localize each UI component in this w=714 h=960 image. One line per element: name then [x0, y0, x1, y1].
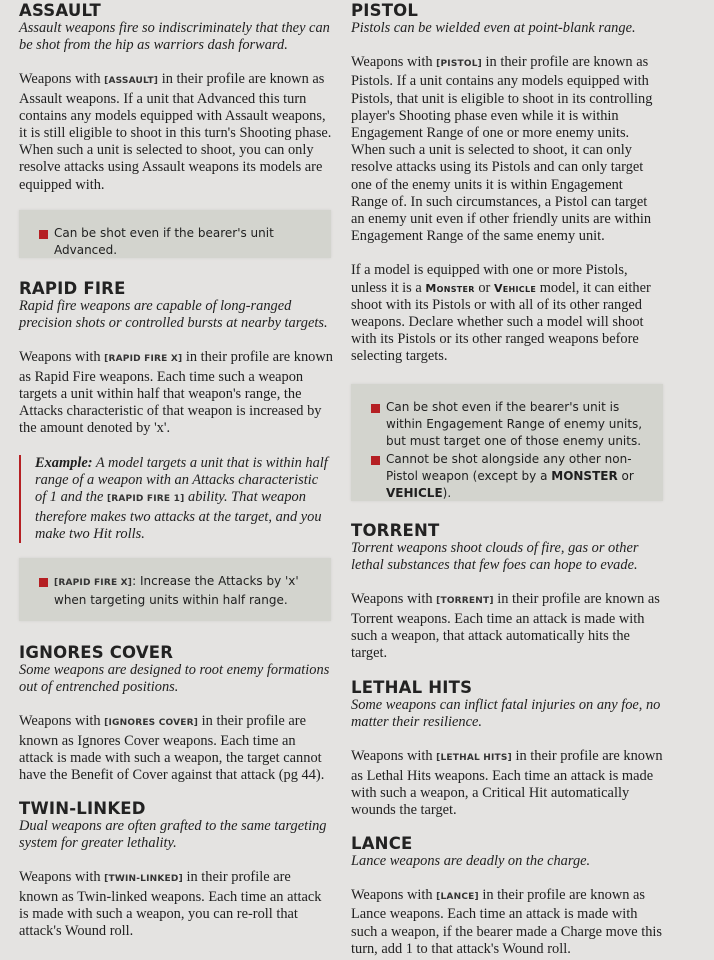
example-block: Example: A model targets a unit that is within half range of a weapon with an Attacks characteristic of 1 and the [RAPID FIRE 1] ability. That weapon therefore makes two attacks at the target, and you make two Hit rolls. — [19, 455, 331, 543]
section-pistol — [351, 2, 663, 366]
section-ignores-cover — [19, 644, 333, 784]
section-body-2: If a model is equipped with one or more Pistols, unless it is a Monster or Vehicle model, it can either shoot with its Pistols or with all of its other ranged weapons. Declare whether such a model will shoot with its Pistols or its other ranged weapons before selecting targets. — [351, 262, 651, 365]
keyword: [LANCE] — [436, 892, 479, 903]
keyword-vehicle: Vehicle — [493, 281, 537, 295]
section-body: Weapons with [RAPID FIRE X] in their profile are known as Rapid Fire weapons. Each time such a weapon targets a unit within half that weapon's range, the Attacks characteristic of that weapon is increased by the amount denoted by 'x'. — [19, 349, 333, 437]
keyword: [ASSAULT] — [104, 76, 159, 87]
section-body: Weapons with [PISTOL] in their profile are known as Pistols. If a unit contains any models equipped with Pistols, that unit is eligible to shoot in its controlling player's Shooting phase even while it is within Engagement Range of one or more enemy units. When such a unit is selected to shoot, it can only resolve attacks using its Pistols and can only target one of the enemy units it is within Engagement Range of. In such circumstances, a Pistol can target an enemy unit even if other friendly units are within Engagement Range of the same enemy unit. — [351, 54, 653, 245]
keyword: [RAPID FIRE 1] — [106, 494, 185, 505]
section-title: LETHAL HITS — [351, 678, 473, 697]
rule-bullet: Can be shot even if the bearer's unit is within Engagement Range of enemy units, but must target one of those enemy units. — [371, 399, 649, 451]
section-body: Weapons with [LANCE] in their profile are known as Lance weapons. Each time an attack is made with such a weapon, if the bearer made a Charge move this turn, add 1 to that attack's Wound roll. — [351, 887, 663, 957]
section-intro: Some weapons are designed to root enemy formations out of entrenched positions. — [19, 662, 330, 696]
keyword: [TWIN-LINKED] — [104, 874, 183, 885]
rule-box-assault — [19, 210, 331, 258]
section-title: PISTOL — [351, 1, 419, 20]
keyword-monster: Monster — [425, 281, 475, 295]
keyword: [LETHAL HITS] — [436, 753, 512, 764]
section-title: LANCE — [351, 834, 413, 853]
section-intro: Dual weapons are often grafted to the same targeting system for greater lethality. — [19, 818, 327, 852]
section-assault — [19, 2, 333, 194]
section-body: Weapons with [IGNORES COVER] in their profile are known as Ignores Cover weapons. Each time an attack is made with such a weapon, the target cannot have the Benefit of Cover against that attack (pg 44). — [19, 713, 325, 784]
section-title: IGNORES COVER — [19, 643, 174, 662]
section-twin-linked — [19, 800, 333, 940]
rule-bullet: Cannot be shot alongside any other non-Pistol weapon (except by a MONSTER or VEHICLE). — [371, 451, 649, 503]
keyword: [PISTOL] — [436, 59, 482, 70]
bullet-square-icon — [371, 404, 380, 413]
section-body: Weapons with [TORRENT] in their profile are known as Torrent weapons. Each time an attack is made with such a weapon, that attack automatically hits the target. — [351, 591, 660, 662]
bullet-square-icon — [39, 578, 48, 587]
rule-box-pistol — [351, 384, 663, 501]
section-lethal-hits — [351, 679, 663, 819]
section-intro: Rapid fire weapons are capable of long-ranged precision shots or controlled bursts at nearby targets. — [19, 298, 328, 332]
section-rapid-fire — [19, 280, 333, 437]
keyword: [RAPID FIRE X] — [104, 354, 183, 365]
section-intro: Lance weapons are deadly on the charge. — [351, 853, 591, 869]
section-body: Weapons with [LETHAL HITS] in their profile are known as Lethal Hits weapons. Each time an attack is made with such a weapon, a Critical Hit automatically wounds the target. — [351, 748, 663, 819]
section-title: TORRENT — [351, 521, 440, 540]
keyword: [TORRENT] — [436, 596, 494, 607]
keyword: [RAPID FIRE X] — [54, 578, 133, 588]
section-intro: Pistols can be wielded even at point-blank range. — [351, 20, 636, 36]
section-intro: Some weapons can inflict fatal injuries on any foe, no matter their resilience. — [351, 697, 661, 731]
rule-bullet: [RAPID FIRE X]: Increase the Attacks by 'x' when targeting units within half range. — [39, 573, 311, 609]
section-title: ASSAULT — [19, 1, 101, 20]
keyword: [IGNORES COVER] — [104, 718, 199, 729]
section-title: RAPID FIRE — [19, 279, 126, 298]
section-intro: Torrent weapons shoot clouds of fire, gas or other lethal substances that few foes can hope to evade. — [351, 540, 639, 574]
section-body: Weapons with [TWIN-LINKED] in their profile are known as Twin-linked weapons. Each time an attack is made with such a weapon, you can re-roll that attack's Wound roll. — [19, 869, 322, 940]
bullet-square-icon — [39, 230, 48, 239]
section-body: Weapons with [ASSAULT] in their profile are known as Assault weapons. If a unit that Advanced this turn contains any models equipped with Assault weapons, it is still eligible to shoot in this turn's Shooting phase. When such a unit is selected to shoot, you can only resolve attacks using Assault weapons its models are equipped with. — [19, 71, 332, 193]
bullet-square-icon — [371, 456, 380, 465]
rule-bullet: Can be shot even if the bearer's unit Advanced. — [39, 225, 331, 259]
section-title: TWIN-LINKED — [19, 799, 146, 818]
section-intro: Assault weapons fire so indiscriminately that they can be shot from the hip as warriors dash forward. — [19, 20, 330, 54]
rule-box-rapid-fire — [19, 558, 331, 621]
section-torrent — [351, 522, 663, 662]
section-lance — [351, 835, 663, 958]
